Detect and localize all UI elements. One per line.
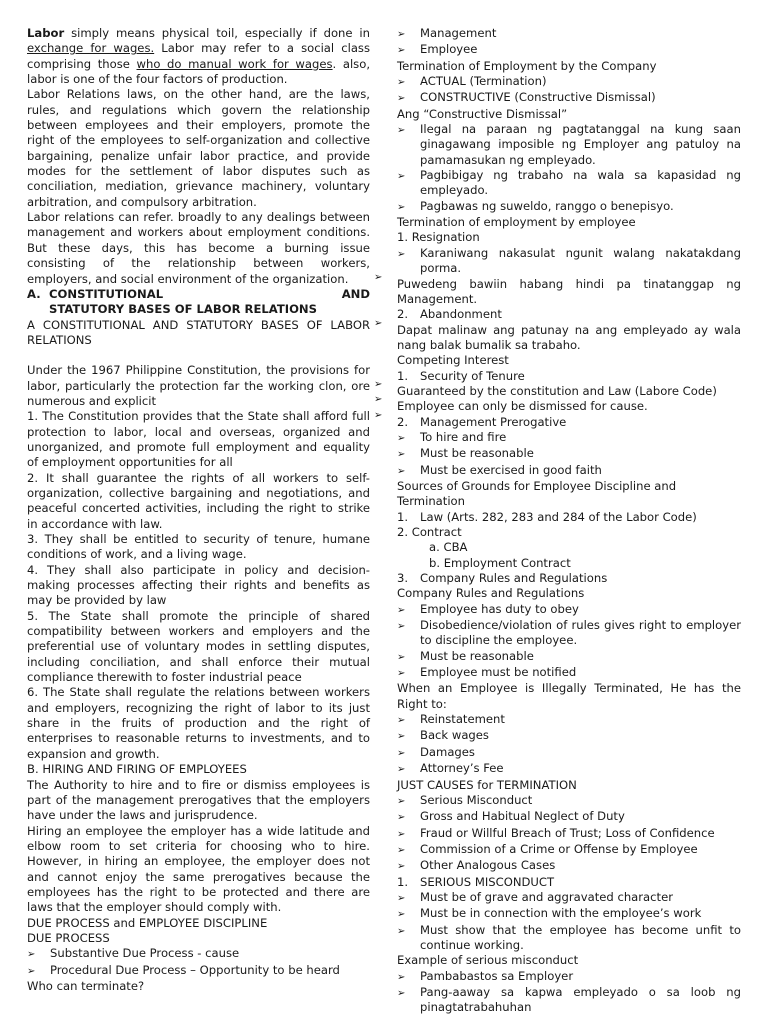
bullet-arrow-icon: ➢ [397, 465, 406, 477]
list-item: ➢ Must be of grave and aggravated character [397, 890, 741, 906]
bullet-arrow-icon: ➢ [397, 604, 406, 616]
bullet-arrow-icon: ➢ [374, 318, 383, 329]
list-item: ➢ Must show that the employee has become unfit to continue working. [397, 922, 741, 952]
list-item: ➢ Pang-aaway sa kapwa empleyado o sa loob ng pinagtatrabahuhan [397, 984, 741, 1015]
bullet-arrow-icon: ➢ [397, 987, 406, 999]
list-item: ➢ Must be exercised in good faith [397, 463, 741, 479]
labor-relations-paragraph: Labor relations can refer. broadly to any dealings between management and workers about employment conditions. But these days, this has become a burning issue consisting of the relationship between workers, employers, and social environment of the organization. [27, 210, 370, 286]
numbered-item: 1. Law (Arts. 282, 283 and 284 of the Labor Code) [397, 509, 697, 524]
list-item: ➢ Gross and Habitual Neglect of Duty [397, 809, 741, 825]
subheading: Competing Interest [397, 353, 509, 368]
list-item: ➢ Ilegal na paraan ng pagtatanggal na kung saan ginagawang imposible ng Employer ang patuloy na pamamasukan ng empleyado. [397, 122, 741, 167]
bullet-arrow-icon: ➢ [374, 410, 383, 421]
list-item: 1. The Constitution provides that the State shall afford full protection to labor, local and overseas, organized and unorganized, and promote full employment and equality of employment opportunities for all [27, 409, 370, 470]
list-item: ➢ Employee [397, 42, 741, 58]
list-item: ➢ Serious Misconduct [397, 793, 741, 809]
list-item: ➢ Disobedience/violation of rules gives right to employer to discipline the employee. [397, 618, 741, 648]
bullet-arrow-icon: ➢ [397, 731, 406, 743]
bullet-arrow-icon: ➢ [374, 272, 383, 283]
resignation-note: Puwedeng bawiin habang hindi pa tinatanggap ng Management. [397, 276, 741, 306]
tenure-note: Guaranteed by the constitution and Law (Labore Code) [397, 383, 717, 398]
list-item: ➢ CONSTRUCTIVE (Constructive Dismissal) [397, 90, 741, 106]
labor-relations-laws-paragraph: Labor Relations laws, on the other hand, are the laws, rules, and regulations which govern the relationship between employees and their employers, promote the right of the employees to self-organization and collective bargaining, penalize unfair labor practice, and provide modes for the settlement of labor disputes such as conciliation, mediation, grievance machinery, voluntary arbitration, and compulsory arbitration. [27, 87, 370, 209]
subheading: Termination of Employment by the Company [397, 58, 657, 73]
list-item: ➢ Substantive Due Process - cause [27, 946, 370, 962]
bullet-arrow-icon: ➢ [397, 909, 406, 921]
list-item: 5. The State shall promote the principle of shared compatibility between workers and employers and the preferential use of voluntary modes in settling disputes, including conciliation, and shall enforce their mutual compliance therewith to foster industrial peace [27, 608, 370, 685]
list-item: ➢ Pagbawas ng suweldo, ranggo o benepisyo. [397, 199, 741, 215]
bullet-arrow-icon: ➢ [397, 715, 406, 727]
list-item: 3. They shall be entitled to security of tenure, humane conditions of work, and a living wage. [27, 532, 370, 562]
bullet-arrow-icon: ➢ [374, 394, 383, 405]
list-item: 4. They shall also participate in policy and decision-making processes affecting their rights and benefits as may be provided by law [27, 562, 370, 608]
constitution-intro: Under the 1967 Philippine Constitution, the provisions for labor, particularly the protection far the working clon, ore numerous and explicit [27, 363, 370, 408]
list-item: ➢ To hire and fire [397, 430, 741, 446]
bullet-arrow-icon: ➢ [397, 764, 406, 776]
authority-paragraph: The Authority to hire and to fire or dismiss employees is part of the management prerogatives that the employers have under the laws and jurisprudence. [27, 777, 370, 823]
list-item: ➢ Must be reasonable [397, 649, 741, 665]
due-process-title: DUE PROCESS and EMPLOYEE DISCIPLINE [27, 915, 268, 930]
constitutional-bases-title: A CONSTITUTIONAL AND STATUTORY BASES OF LABOR RELATIONS [27, 317, 370, 347]
bullet-arrow-icon: ➢ [397, 125, 406, 137]
subheading: Example of serious misconduct [397, 953, 579, 968]
bullet-arrow-icon: ➢ [374, 379, 383, 390]
subheading: Termination of employment by employee [397, 215, 636, 230]
left-column [27, 26, 370, 994]
list-item: ➢ Employee must be notified [397, 665, 741, 681]
list-item: ➢ Must be in connection with the employee’s work [397, 906, 741, 922]
bullet-arrow-icon: ➢ [397, 449, 406, 461]
bullet-arrow-icon: ➢ [397, 828, 406, 840]
list-item: ➢ Other Analogous Cases [397, 858, 741, 874]
abandonment-note: Dapat malinaw ang patunay na ang empleyado ay wala nang balak bumalik sa trabaho. [397, 322, 741, 352]
bullet-arrow-icon: ➢ [397, 432, 406, 444]
bullet-arrow-icon: ➢ [397, 29, 406, 40]
subheading: Sources of Grounds for Employee Discipline and Termination [397, 478, 677, 509]
bullet-arrow-icon: ➢ [27, 949, 36, 961]
list-item: ➢ Karaniwang nakasulat ngunit walang nakatakdang porma. [397, 245, 741, 276]
bullet-arrow-icon: ➢ [397, 971, 406, 983]
bullet-arrow-icon: ➢ [397, 651, 406, 663]
list-item: ➢ Attorney’s Fee [397, 761, 741, 777]
numbered-item: 1. SERIOUS MISCONDUCT [397, 874, 555, 889]
sub-item: b. Employment Contract [429, 555, 571, 570]
list-item: ➢ ACTUAL (Termination) [397, 74, 741, 90]
list-item: ➢ Commission of a Crime or Offense by Employee [397, 842, 741, 858]
section-heading-a: A. CONSTITUTIONAL AND STATUTORY BASES OF LABOR RELATIONS [27, 286, 370, 317]
list-item: ➢ Fraud or Willful Breach of Trust; Loss of Confidence [397, 826, 741, 842]
list-item: ➢ Reinstatement [397, 712, 741, 728]
bullet-arrow-icon: ➢ [397, 861, 406, 873]
right-column [397, 26, 741, 1016]
bullet-arrow-icon: ➢ [397, 747, 406, 759]
numbered-item: 2. Management Prerogative [397, 414, 567, 429]
list-item: 2. It shall guarantee the rights of all workers to self-organization, collective bargaining and negotiations, and peaceful concerted activities, including the right to strike in accordance with law. [27, 470, 370, 531]
bullet-arrow-icon: ➢ [397, 77, 406, 89]
bullet-arrow-icon: ➢ [27, 965, 36, 977]
bullet-arrow-icon: ➢ [397, 892, 406, 904]
bullet-arrow-icon: ➢ [397, 621, 406, 633]
bullet-arrow-icon: ➢ [397, 925, 406, 937]
labor-definition: Labor simply means physical toil, especially if done in exchange for wages. Labor may refer to a social class comprising those who do manual work for wages. also, labor is one of the four factors of production. [27, 26, 371, 87]
due-process-subtitle: DUE PROCESS [27, 930, 110, 945]
section-heading-b: B. HIRING AND FIRING OF EMPLOYEES [27, 762, 247, 777]
numbered-item: 2. Abandonment [397, 307, 502, 322]
list-item: ➢ Damages [397, 745, 741, 761]
list-item: ➢ Pagbibigay ng trabaho na wala sa kapasidad ng empleyado. [397, 168, 741, 198]
bullet-arrow-icon: ➢ [397, 668, 406, 680]
numbered-item: 3. Company Rules and Regulations [397, 571, 608, 586]
bullet-arrow-icon: ➢ [397, 201, 406, 213]
bullet-arrow-icon: ➢ [397, 844, 406, 856]
bullet-arrow-icon: ➢ [397, 45, 406, 57]
subheading: Ang “Constructive Dismissal” [397, 106, 568, 121]
bullet-arrow-icon: ➢ [397, 171, 406, 183]
sub-item: a. CBA [429, 540, 468, 555]
list-item: ➢ Procedural Due Process – Opportunity to be heard [27, 963, 370, 979]
list-item: ➢ Must be reasonable [397, 446, 741, 462]
subheading: When an Employee is Illegally Terminated, He has the Right to: [397, 681, 741, 711]
hiring-paragraph: Hiring an employee the employer has a wide latitude and elbow room to set criteria for choosing who to hire. However, in hiring an employee, the employer does not and cannot enjoy the same prerogatives because the employees has the right to be protected and there are laws that the employer should comply with. [27, 823, 370, 915]
bullet-arrow-icon: ➢ [397, 812, 406, 824]
list-item: ➢ Management [397, 26, 741, 42]
subheading: Company Rules and Regulations [397, 586, 585, 601]
list-item: ➢ Back wages [397, 728, 741, 744]
who-can-terminate: Who can terminate? [27, 978, 145, 993]
subheading: JUST CAUSES for TERMINATION [397, 777, 577, 792]
numbered-item: 2. Contract [397, 525, 462, 539]
list-item: ➢ Pambabastos sa Employer [397, 969, 741, 985]
tenure-note: Employee can only be dismissed for cause. [397, 399, 648, 414]
list-item: 6. The State shall regulate the relations between workers and employers, recognizing the right of labor to its just share in the fruits of production and the right of enterprises to reasonable returns to investments, and to expansion and growth. [27, 685, 370, 761]
numbered-item: 1. Resignation [397, 230, 480, 245]
bullet-arrow-icon: ➢ [397, 795, 406, 807]
bullet-arrow-icon: ➢ [397, 248, 406, 260]
numbered-item: 1. Security of Tenure [397, 368, 525, 383]
bullet-arrow-icon: ➢ [397, 93, 406, 105]
list-item: ➢ Employee has duty to obey [397, 602, 741, 618]
